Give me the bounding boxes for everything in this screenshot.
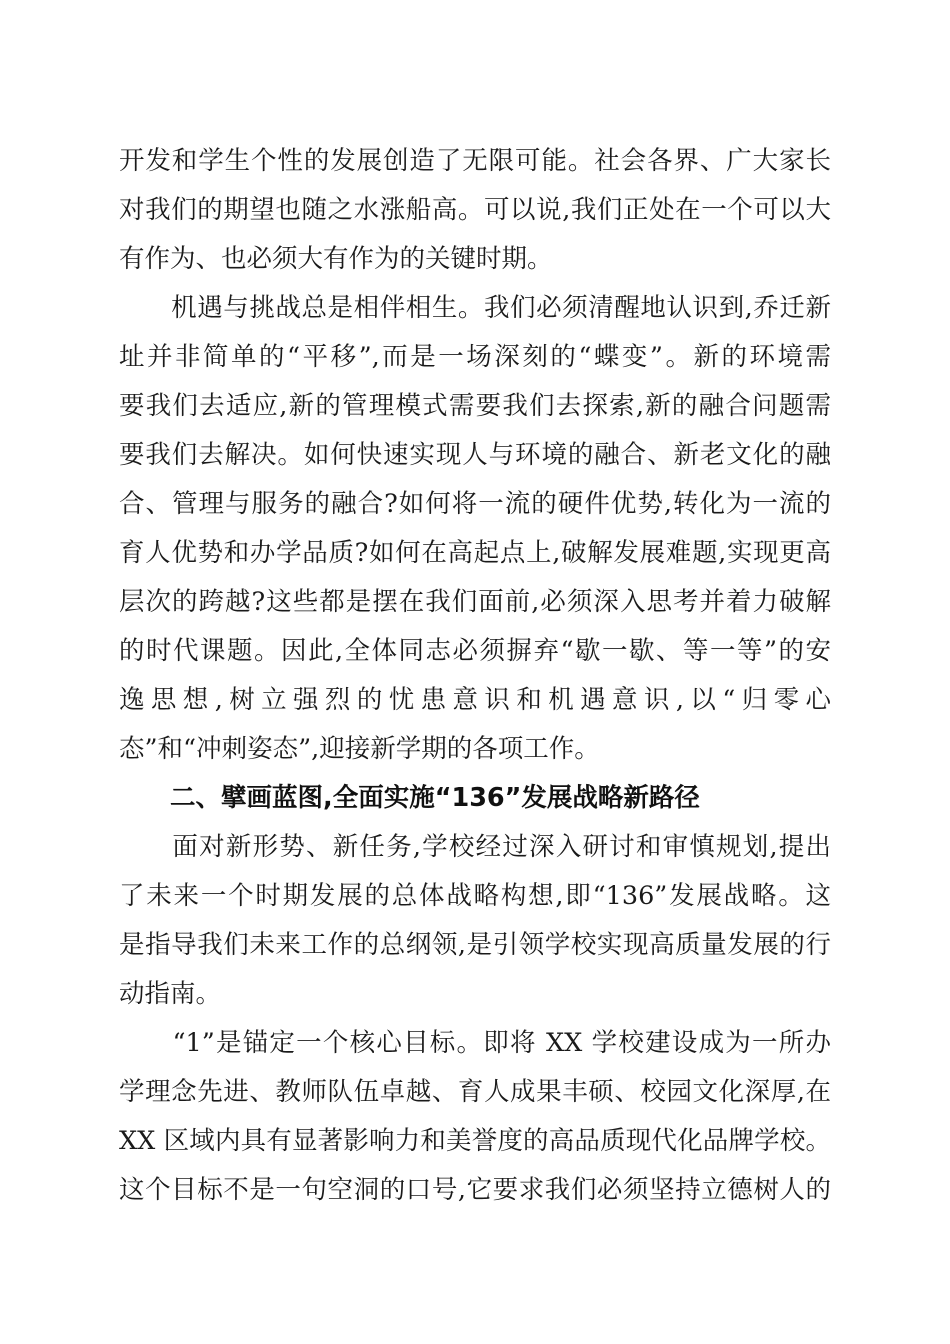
text-line: 要我们去解决。如何快速实现人与环境的融合、新老文化的融 xyxy=(119,440,831,470)
text-line: 机遇与挑战总是相伴相生。我们必须清醒地认识到,乔迁新 xyxy=(119,293,831,323)
text-line: 的时代课题。因此,全体同志必须摒弃“歇一歇、等一等”的安 xyxy=(119,636,831,666)
text-line: 了未来一个时期发展的总体战略构想,即“136”发展战略。这 xyxy=(119,881,831,911)
section-heading: 二、擘画蓝图,全面实施“136”发展战略新路径 xyxy=(119,783,700,813)
text-line: 有作为、也必须大有作为的关键时期。 xyxy=(119,244,553,274)
text-line: 逸思想,树立强烈的忧患意识和机遇意识,以“归零心 xyxy=(119,685,831,715)
text-line: 对我们的期望也随之水涨船高。可以说,我们正处在一个可以大 xyxy=(119,195,831,225)
text-line: XX 区域内具有显著影响力和美誉度的高品质现代化品牌学校。 xyxy=(119,1126,831,1156)
text-line: 态”和“冲刺姿态”,迎接新学期的各项工作。 xyxy=(119,734,600,764)
text-line: 这个目标不是一句空洞的口号,它要求我们必须坚持立德树人的 xyxy=(119,1175,831,1205)
text-line: “1”是锚定一个核心目标。即将 XX 学校建设成为一所办 xyxy=(119,1028,831,1058)
text-line: 层次的跨越?这些都是摆在我们面前,必须深入思考并着力破解 xyxy=(119,587,831,617)
text-line: 是指导我们未来工作的总纲领,是引领学校实现高质量发展的行 xyxy=(119,930,831,960)
text-line: 动指南。 xyxy=(119,979,222,1009)
text-line: 合、管理与服务的融合?如何将一流的硬件优势,转化为一流的 xyxy=(119,489,831,519)
text-line: 要我们去适应,新的管理模式需要我们去探索,新的融合问题需 xyxy=(119,391,831,421)
text-line: 开发和学生个性的发展创造了无限可能。社会各界、广大家长 xyxy=(119,146,831,176)
text-line: 学理念先进、教师队伍卓越、育人成果丰硕、校园文化深厚,在 xyxy=(119,1077,831,1107)
text-line: 址并非简单的“平移”,而是一场深刻的“蝶变”。新的环境需 xyxy=(119,342,831,372)
text-line: 面对新形势、新任务,学校经过深入研讨和审慎规划,提出 xyxy=(119,832,831,862)
text-line: 育人优势和办学品质?如何在高起点上,破解发展难题,实现更高 xyxy=(119,538,831,568)
